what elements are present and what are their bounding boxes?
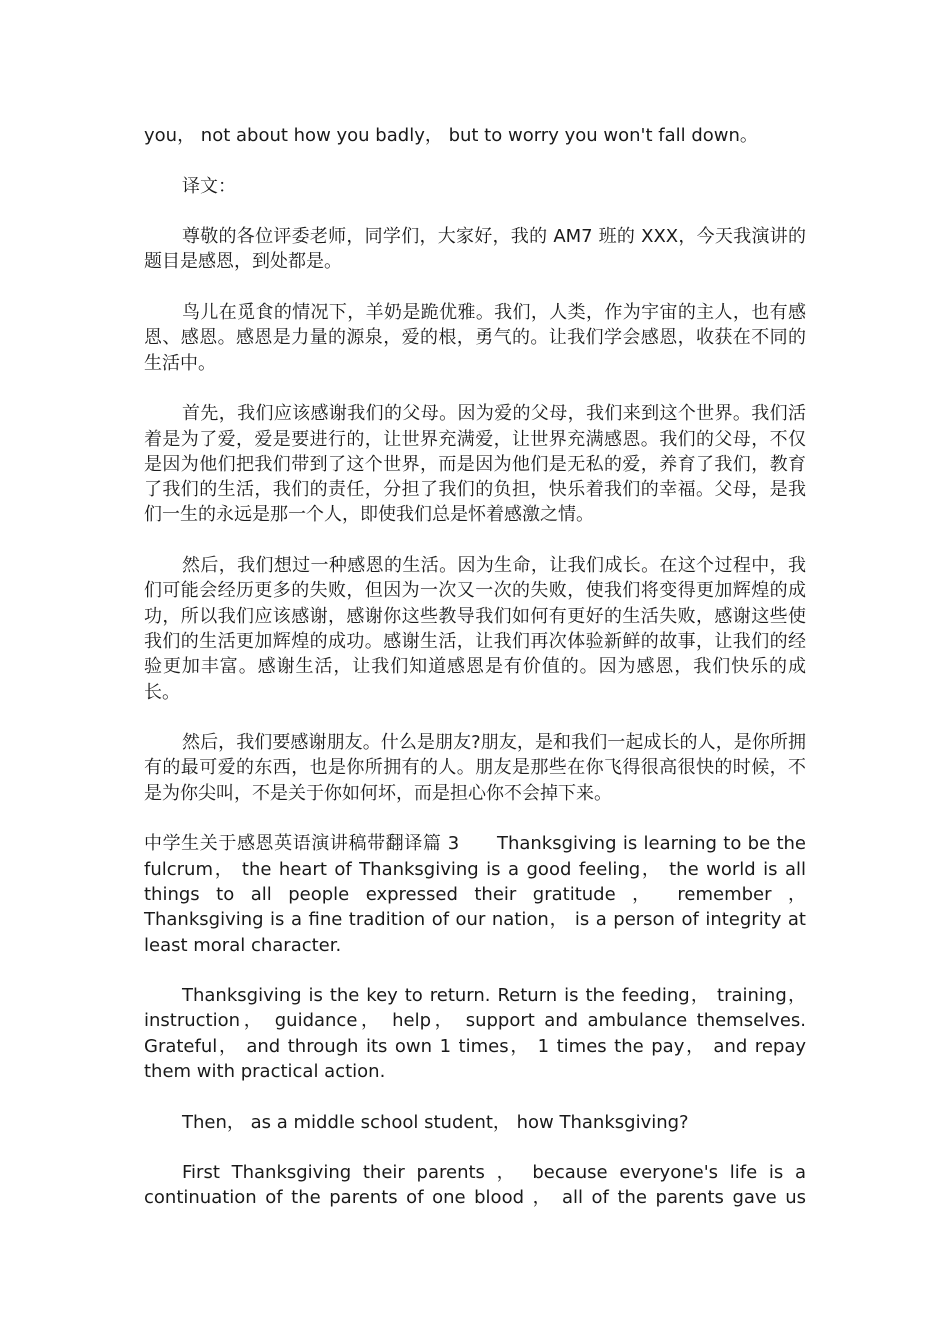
paragraph-life: 然后，我们想过一种感恩的生活。因为生命，让我们成长。在这个过程中，我们可能会经历更多的失败，但因为一次又一次的失败，使我们将变得更加辉煌的成功，所以我们应该感谢，感谢你这些教导我们如何有更好的生活失败，感谢这些使我们的生活更加辉煌的成功。感谢生活，让我们再次体验新鲜的故事，让我们的经验更加丰富。感谢生活，让我们知道感恩是有价值的。因为感恩，我们快乐的成长。 xyxy=(144,555,806,703)
document-body xyxy=(144,123,806,1236)
paragraph-birds: 鸟儿在觅食的情况下，羊奶是跪优雅。我们，人类，作为宇宙的主人，也有感恩、感恩。感恩是力量的源泉，爱的根，勇气的。让我们学会感恩，收获在不同的生活中。 xyxy=(144,302,806,374)
paragraph-parents: 首先，我们应该感谢我们的父母。因为爱的父母，我们来到这个世界。我们活着是为了爱，爱是要进行的，让世界充满爱，让世界充满感恩。我们的父母，不仅是因为他们把我们带到了这个世界，而是因为他们是无私的爱，养育了我们，教育了我们的生活，我们的责任，分担了我们的负担，快乐着我们的幸福。父母，是我们一生的永远是那一个人，即使我们总是怀着感激之情。 xyxy=(144,403,806,526)
translation-heading: 译文： xyxy=(182,175,236,197)
paragraph-question: Then， as a middle school student， how Thanksgiving? xyxy=(182,1111,689,1133)
paragraph-first-parents: First Thanksgiving their parents ， because everyone's life is a continuation of the parents of one blood ， all of the parents gave us xyxy=(144,1162,806,1209)
section-heading-paragraph: 中学生关于感恩英语演讲稿带翻译篇 3 Thanksgiving is learning to be the fulcrum， the heart of Thanksgiving is a good feeling， the world is all things to all people expressed their gratitude ， remember ， Thanksgiving is a fine tradition of our nation， is a person of integrity at least moral character. xyxy=(144,833,806,956)
paragraph-friends: 然后，我们要感谢朋友。什么是朋友?朋友，是和我们一起成长的人，是你所拥有的最可爱的东西，也是你所拥有的人。朋友是那些在你飞得很高很快的时候，不是为你尖叫，不是关于你如何坏，而是担心你不会掉下来。 xyxy=(144,732,806,804)
paragraph-return: Thanksgiving is the key to return. Return is the feeding， training， instruction， guidance， help， support and ambulance themselves. Grateful， and through its own 1 times， 1 times the pay， and repay them with practical action. xyxy=(144,985,806,1082)
paragraph-continuation: you， not about how you badly， but to worry you won't fall down。 xyxy=(144,125,758,146)
paragraph-greeting: 尊敬的各位评委老师，同学们，大家好，我的 AM7 班的 XXX，今天我演讲的题目是感恩，到处都是。 xyxy=(144,226,806,273)
